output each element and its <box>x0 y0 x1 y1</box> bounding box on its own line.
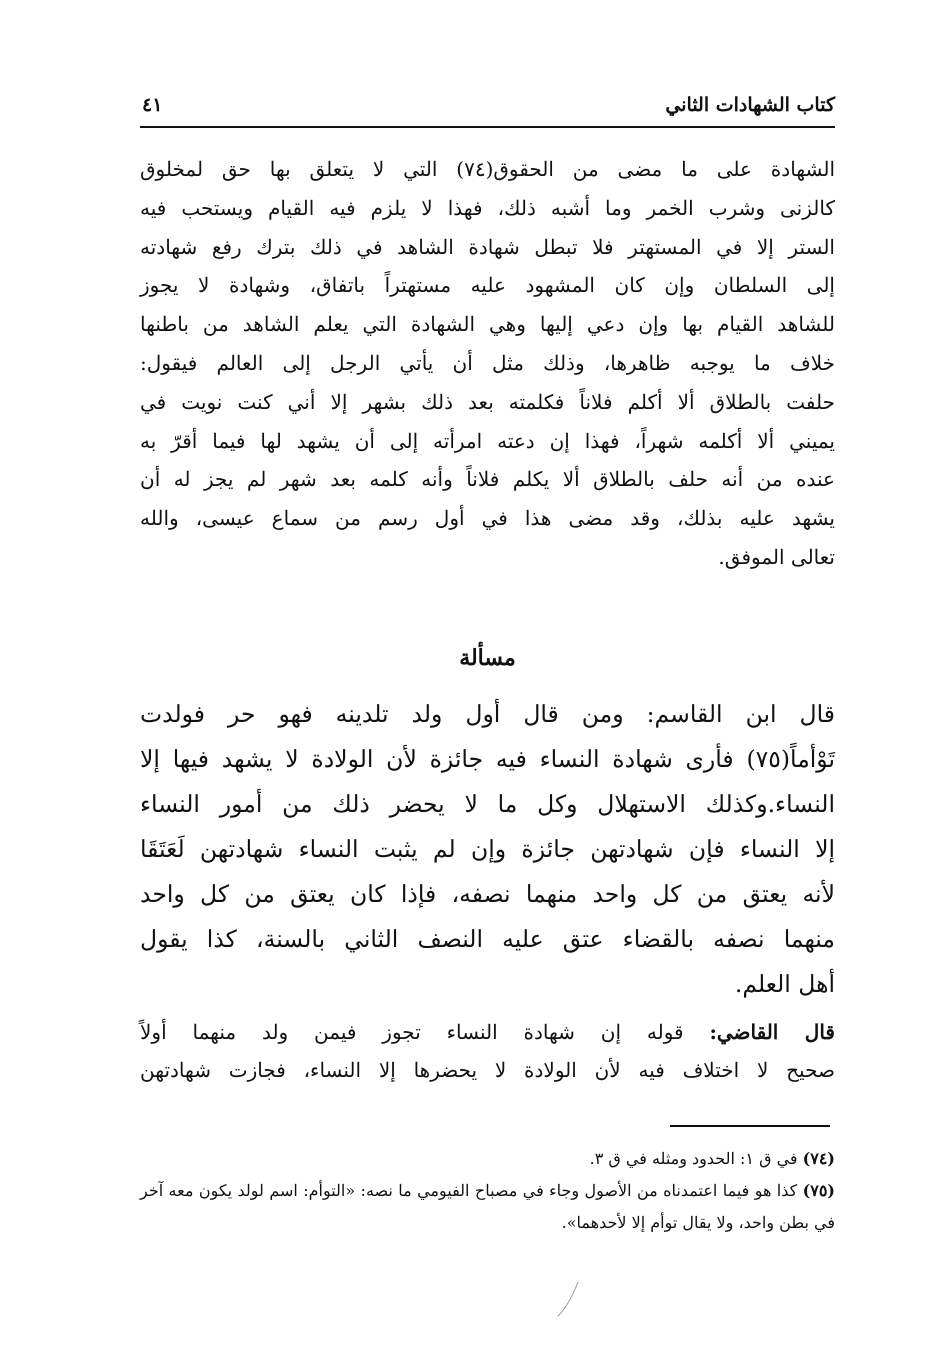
text-line: قال ابن القاسم: ومن قال أول ولد تلدينه فهو حر فولدت <box>140 700 835 728</box>
text-line: منهما نصفه بالقضاء عتق عليه النصف الثاني بالسنة، كذا يقول <box>140 925 835 953</box>
judge-lead: قال القاضي: <box>709 1020 835 1044</box>
text-line: يشهد عليه بذلك، وقد مضى هذا في أول رسم من سماع عيسى، والله <box>140 506 835 531</box>
scan-artifact <box>548 1280 598 1320</box>
footnote-text: كذا هو فيما اعتمدناه من الأصول وجاء في مصباح الفيومي ما نصه: «التوأم: اسم لولد يكون معه آخر في بطن واحد، ولا يقال توأم إلا لأحدهما». <box>140 1181 835 1232</box>
text-line: تعالى الموفق. <box>718 544 835 569</box>
text-line: خلاف ما يوجبه ظاهرها، وذلك مثل أن يأتي الرجل إلى العالم فيقول: <box>140 350 835 375</box>
footnote-marker: (٧٥) <box>802 1181 835 1200</box>
text-line: الشهادة على ما مضى من الحقوق(٧٤) التي لا يتعلق بها حق لمخلوق <box>140 157 835 181</box>
footnote-text: في ق ١: الحدود ومثله في ق ٣. <box>589 1149 803 1168</box>
paragraph-3 <box>140 1013 835 1089</box>
text-line: عنده من أنه حلف بالطلاق ألا يكلم فلاناً وأنه كلمه بعد شهر لم يجز له أن <box>140 467 835 492</box>
text-line: كالزنى وشرب الخمر وما أشبه ذلك، فهذا لا يلزم فيه القيام ويستحب فيه <box>140 195 835 220</box>
footnote-rule <box>670 1125 830 1127</box>
paragraph-2 <box>140 692 835 1007</box>
text-line: تَوْأماً(٧٥) فأرى شهادة النساء فيه جائزة لأن الولادة لا يشهد فيها إلا <box>140 745 835 773</box>
paragraph-1 <box>140 150 835 577</box>
text-line: أهل العلم. <box>734 970 835 998</box>
text-line: الستر إلا في المستهتر فلا تبطل شهادة الشاهد في ذلك بترك رفع شهادته <box>140 234 835 259</box>
text-span: قوله إن شهادة النساء تجوز فيمن ولد منهما أولاً <box>140 1020 710 1044</box>
text-line <box>140 1013 835 1051</box>
text-line: للشاهد القيام بها وإن دعي إليها وهي الشهادة التي يعلم الشاهد من باطنها <box>140 312 835 337</box>
text-line: حلفت بالطلاق ألا أكلم فلاناً فكلمته بعد ذلك بشهر إلا أني كنت نويت في <box>140 389 835 414</box>
running-header <box>140 90 835 128</box>
section-heading: مسألة <box>459 645 516 671</box>
text-line: صحيح لا اختلاف فيه لأن الولادة لا يحضرها إلا النساء، فجازت شهادتهن <box>140 1058 835 1082</box>
text-line: لأنه يعتق من كل واحد منهما نصفه، فإذا كان يعتق من كل واحد <box>140 880 835 908</box>
footnote-75 <box>140 1175 835 1239</box>
footnote-74 <box>140 1143 835 1175</box>
running-title: كتاب الشهادات الثاني <box>665 94 835 116</box>
text-line: إلا النساء فإن شهادتهن جائزة وإن لم يثبت النساء شهادتهن لَعَتَقَا <box>140 835 835 863</box>
page-number: ٤١ <box>142 94 163 116</box>
footnote-marker: (٧٤) <box>802 1149 835 1168</box>
text-line: إلى السلطان وإن كان المشهود عليه مستهتراً باتفاق، وشهادة لا يجوز <box>140 273 835 298</box>
text-line: يميني ألا أكلمه شهراً، فهذا إن دعته امرأته إلى أن يشهد لها فيما أقرّ به <box>140 428 835 453</box>
text-line: النساء.وكذلك الاستهلال وكل ما لا يحضر ذلك من أمور النساء <box>140 790 835 818</box>
footnotes <box>140 1143 835 1239</box>
